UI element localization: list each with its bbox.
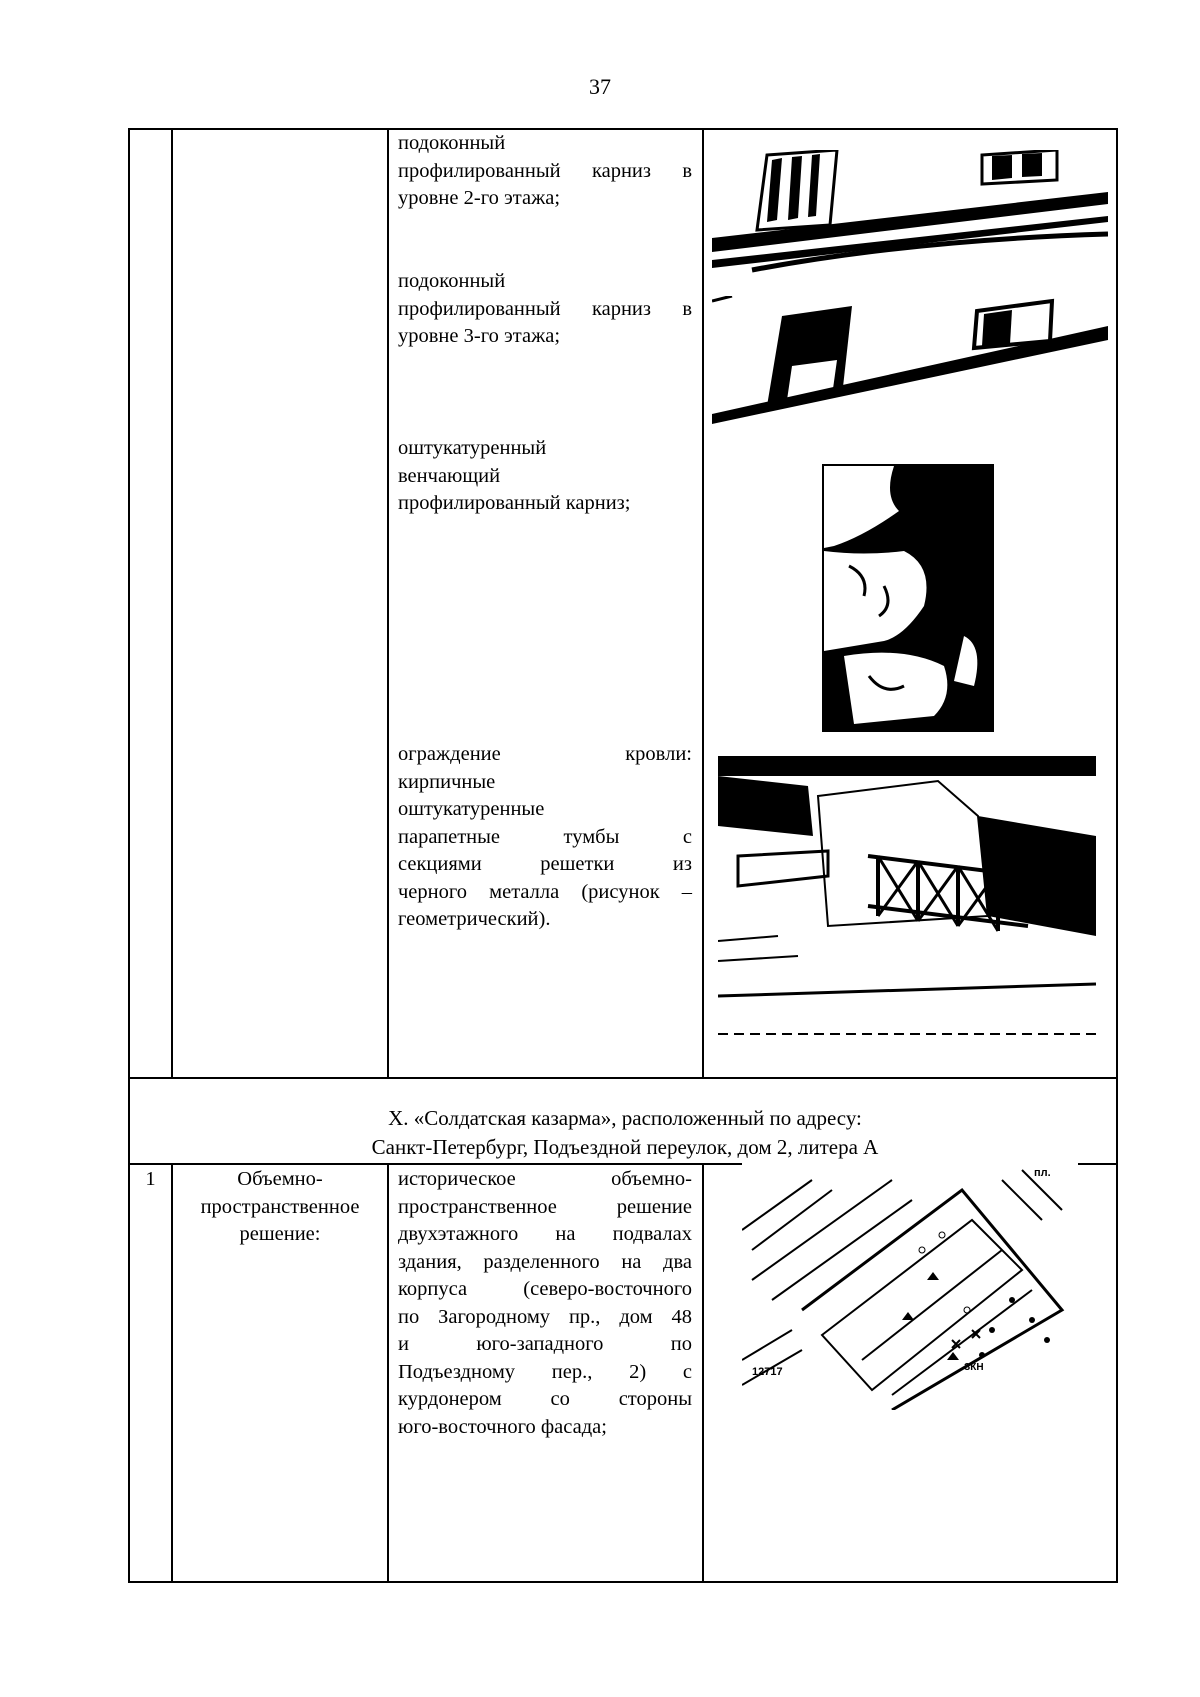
crowning-cornice-photo <box>822 464 994 732</box>
cornice-2nd-floor-photo <box>712 150 1108 278</box>
section-title-line-1: X. «Солдатская казарма», расположенный по адресу: <box>388 1106 862 1130</box>
table-bottom-border <box>128 1581 1118 1583</box>
table-right-border <box>1116 128 1118 1583</box>
element-desc-roof-fence: ограждение кровли: кирпичные оштукатуренные парапетные тумбы с секциями решетки из черного металла (рисунок – геометрический). <box>398 743 692 930</box>
element-name: Объемно- пространственное решение: <box>200 1168 360 1245</box>
map-label-number: 12717 <box>752 1366 783 1378</box>
site-plan-map <box>742 1160 1078 1410</box>
row-divider <box>128 1077 1118 1079</box>
map-label-zkn: ЗКН <box>964 1362 984 1373</box>
element-desc-cornice-3: подоконный профилированный карниз в уровне 3-го этажа; <box>398 270 692 347</box>
col-divider-3 <box>702 1163 704 1583</box>
page-number: 37 <box>589 74 611 99</box>
table-left-border <box>128 128 130 1583</box>
map-label-pl: пл. <box>1034 1167 1051 1179</box>
element-desc-crowning-cornice: оштукатуренный венчающий профилированный карниз; <box>398 437 631 514</box>
cornice-3rd-floor-photo <box>712 296 1108 428</box>
element-desc-cornice-2: подоконный профилированный карниз в уровне 2-го этажа; <box>398 132 692 209</box>
col-divider-2 <box>387 1163 389 1583</box>
row-number: 1 <box>145 1168 156 1190</box>
col-divider-1 <box>171 128 173 1079</box>
element-description: историческое объемно- пространственное решение двухэтажного на подвалах здания, разделенного на два корпуса (северо-восточного по Загородному пр., дом 48 и юго-западного по Подъездному пер., 2) с курдонером со стороны юго-восточного фасада; <box>398 1168 692 1438</box>
roof-fence-photo <box>718 756 1096 1040</box>
section-title-line-2: Санкт-Петербург, Подъездной переулок, дом 2, литера А <box>371 1135 879 1159</box>
col-divider-2 <box>387 128 389 1079</box>
col-divider-3 <box>702 128 704 1079</box>
section-title <box>130 1104 1120 1162</box>
